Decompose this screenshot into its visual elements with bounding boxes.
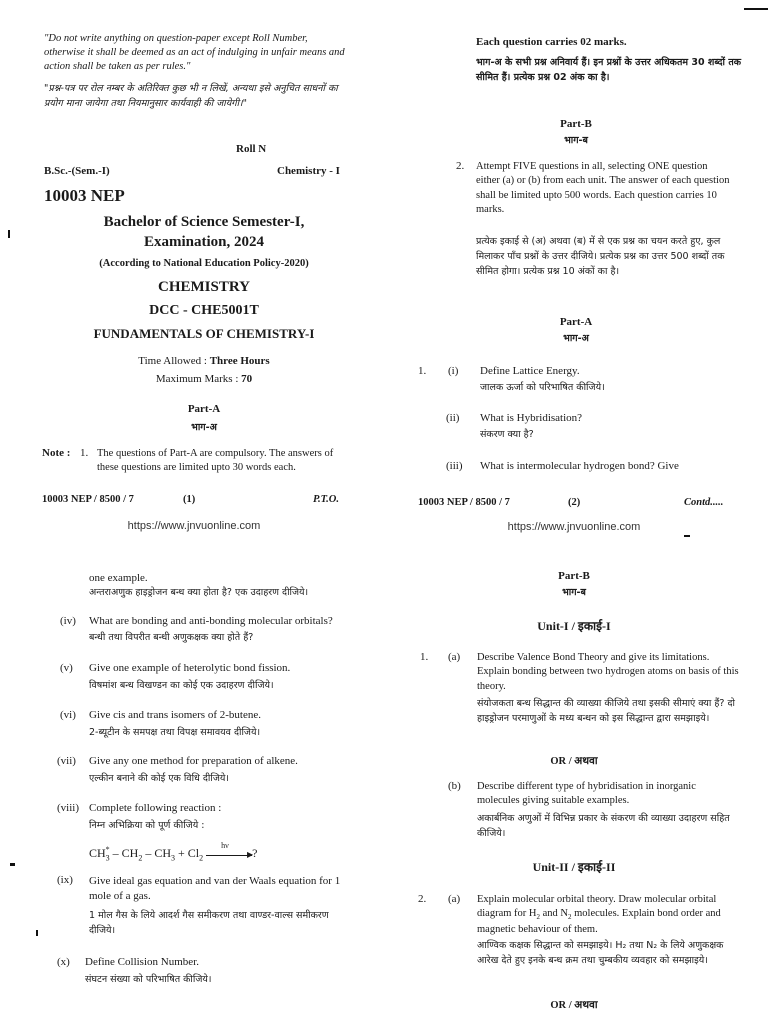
footer-code: 10003 NEP / 8500 / 7 bbox=[418, 497, 510, 508]
question-2a-text-part-1: Explain molecular orbital theory. Draw molecular orbital diagram for H bbox=[477, 894, 717, 920]
question-ii-text-hindi: संकरण क्या है? bbox=[480, 429, 534, 440]
paper-code: 10003 NEP bbox=[44, 186, 125, 205]
reaction-arrow-label: hν bbox=[221, 840, 229, 850]
scan-artifact bbox=[8, 230, 10, 238]
instruction-number: 2. bbox=[456, 160, 465, 172]
instruction-text: Attempt FIVE questions in all, selecting ONE question either (a) or (b) from each unit. The answer of each question shall be limited upto 500 words. Each question carries 10 marks. bbox=[476, 161, 730, 216]
time-allowed bbox=[44, 355, 364, 368]
marks-line: Each question carries 02 marks. bbox=[476, 36, 627, 48]
question-v-text-hindi: विषमांश बन्ध विखण्डन का कोई एक उदाहरण दीजिये। bbox=[89, 680, 274, 691]
question-v-number: (v) bbox=[60, 662, 73, 674]
footer-pto: P.T.O. bbox=[313, 494, 339, 505]
unit-1-heading: Unit-I / इकाई-I bbox=[537, 619, 611, 633]
part-b-heading-hindi: भाग-ब bbox=[562, 587, 586, 598]
marks-line-hindi: भाग-अ के सभी प्रश्न अनिवार्य हैं। इन प्रश्नों के उत्तर अधिकतम 30 शब्दों तक सीमित हैं। प्रत्येक प्रश्न 02 अंक का है। bbox=[476, 57, 742, 84]
question-vi-number: (vi) bbox=[60, 709, 76, 721]
question-1-number: 1. bbox=[420, 651, 429, 663]
question-i-text: Define Lattice Energy. bbox=[480, 365, 580, 377]
question-iii-number: (iii) bbox=[446, 460, 463, 472]
question-2a-text-part-2: and N bbox=[539, 908, 568, 920]
question-2-number: 2. bbox=[418, 893, 427, 905]
question-paper-page-3 bbox=[0, 545, 384, 1024]
question-1b-label: (b) bbox=[448, 780, 461, 792]
question-2a-text-hindi: आण्विक कक्षक सिद्धान्त को समझाइये। H₂ तथा N₂ के लिये अणुकक्षक आरेख देते हुए इनके बन्ध क्रम तथा चुम्बकीय व्यवहार को समझाइये। bbox=[477, 940, 724, 967]
question-2a-label: (a) bbox=[448, 893, 461, 905]
watermark-url: https://www.jnvuonline.com bbox=[507, 521, 641, 533]
question-1a-text: Describe Valence Bond Theory and give its limitations. Explain bonding between two hydrogen atoms on basis of this theory. bbox=[477, 652, 739, 692]
footer-page-number: (1) bbox=[183, 494, 196, 505]
course-code: DCC - CHE5001T bbox=[149, 303, 259, 318]
subject-label: Chemistry - I bbox=[277, 165, 340, 177]
question-x-text-hindi: संघटन संख्या को परिभाषित कीजिये। bbox=[85, 974, 212, 985]
maximum-marks bbox=[44, 373, 364, 386]
part-b-heading: Part-B bbox=[560, 118, 592, 130]
note-text: The questions of Part-A are compulsory. The answers of these questions are limited upto 30 words each. bbox=[97, 448, 334, 474]
question-ix-text-hindi: 1 मोल गैस के लिये आदर्श गैस समीकरण तथा वाण्डर-वाल्स समीकरण दीजिये। bbox=[89, 910, 329, 937]
question-v-text: Give one example of heterolytic bond fission. bbox=[89, 662, 291, 674]
question-2a-text: Explain molecular orbital theory. Draw molecular orbital diagram for $H_2$ and $N_2$ molecules. Explain bond order and magnetic behaviour of them. bbox=[477, 894, 721, 936]
footer-contd: Contd..... bbox=[684, 497, 724, 508]
part-a-heading-hindi: भाग-अ bbox=[191, 422, 217, 433]
question-vii-text-hindi: एल्कीन बनाने की कोई एक विधि दीजिये। bbox=[89, 773, 230, 784]
subject-title: CHEMISTRY bbox=[158, 279, 250, 295]
watermark-url: https://www.jnvuonline.com bbox=[127, 520, 261, 532]
scan-artifact bbox=[744, 8, 768, 10]
question-iv-number: (iv) bbox=[60, 615, 76, 627]
part-a-heading: Part-A bbox=[559, 316, 593, 328]
question-vi-text-hindi: 2-ब्यूटीन के समपक्ष तथा विपक्ष समावयव दीजिये। bbox=[89, 727, 261, 738]
question-x-number: (x) bbox=[57, 956, 70, 968]
question-i-text-hindi: जालक ऊर्जा को परिभाषित कीजिये। bbox=[480, 382, 605, 393]
instruction-text-hindi: प्रत्येक इकाई से (अ) अथवा (ब) में से एक प्रश्न का चयन करते हुए, कुल मिलाकर पाँच प्रश्नों के उत्तर दीजिये। प्रत्येक प्रश्न का उत्तर 500 शब्दों तक सीमित होगा। प्रत्येक प्रश्न 10 अंकों का है। bbox=[476, 236, 725, 278]
degree-title: Bachelor of Science Semester-I, bbox=[103, 214, 305, 230]
question-1b-text-hindi: अकार्बनिक अणुओं में विभिन्न प्रकार के संकरण की व्याख्या उदाहरण सहित कीजिये। bbox=[477, 813, 730, 840]
unit-2-heading: Unit-II / इकाई-II bbox=[532, 860, 616, 874]
note-label: Note : bbox=[42, 447, 71, 459]
paper-title: FUNDAMENTALS OF CHEMISTRY-I bbox=[93, 326, 315, 341]
scan-artifact bbox=[684, 535, 690, 537]
question-paper-page-4 bbox=[384, 545, 768, 1024]
maximum-marks-value: 70 bbox=[241, 373, 253, 385]
footer-page-number: (2) bbox=[568, 497, 581, 508]
course-label: B.Sc.-(Sem.-I) bbox=[44, 165, 110, 177]
policy-note: (According to National Education Policy-2020) bbox=[99, 258, 309, 269]
question-ix-text: Give ideal gas equation and van der Waals equation for 1 mole of a gas. bbox=[89, 875, 341, 902]
notice-english: "Do not write anything on question-paper except Roll Number, otherwise it shall be deemed as an act of indulging in unfair means and action shall be taken as per rules." bbox=[44, 33, 345, 72]
time-allowed-value: Three Hours bbox=[209, 355, 270, 367]
notice-hindi: "प्रश्न-पत्र पर रोल नम्बर के अतिरिक्त कुछ भी न लिखें, अन्यथा इसे अनुचित साधनों का प्रयोग माना जायेगा तथा नियमानुसार कार्यवाही की जायेगी।" bbox=[44, 83, 338, 109]
question-ix-number: (ix) bbox=[57, 874, 73, 886]
footer-code: 10003 NEP / 8500 / 7 bbox=[42, 494, 134, 505]
maximum-marks-label: Maximum Marks : bbox=[155, 373, 242, 385]
part-b-heading: Part-B bbox=[558, 570, 590, 582]
question-ii-text: What is Hybridisation? bbox=[480, 412, 583, 424]
question-iv-text-hindi: बन्धी तथा विपरीत बन्धी अणुकक्षक क्या होते हैं? bbox=[89, 632, 254, 643]
or-divider-1: OR / अथवा bbox=[550, 756, 598, 767]
reaction-product: ? bbox=[252, 846, 258, 860]
note-number: 1. bbox=[80, 447, 89, 459]
question-vii-text: Give any one method for preparation of alkene. bbox=[89, 755, 298, 767]
question-viii-number: (viii) bbox=[57, 802, 79, 814]
question-number: 1. bbox=[418, 365, 427, 377]
question-1b-text: Describe different type of hybridisation in inorganic molecules giving suitable examples. bbox=[477, 781, 696, 807]
examination-year: Examination, 2024 bbox=[143, 234, 264, 250]
question-viii-text-hindi: निम्न अभिक्रिया को पूर्ण कीजिये : bbox=[89, 820, 205, 831]
question-vii-number: (vii) bbox=[57, 755, 76, 767]
question-paper-page-2 bbox=[384, 0, 768, 545]
question-iii-continuation: one example. bbox=[89, 572, 148, 584]
reaction-equation: $CH_3^* - CH_2 - CH_3 + Cl_2$ hν ▶ ? bbox=[89, 840, 258, 863]
or-divider-2: OR / अथवा bbox=[550, 1000, 598, 1011]
question-iv-text: What are bonding and anti-bonding molecular orbitals? bbox=[89, 615, 333, 627]
scan-artifact bbox=[10, 863, 15, 866]
time-allowed-label: Time Allowed : bbox=[138, 355, 210, 367]
reaction-arrow: hν ▶ bbox=[206, 853, 252, 856]
question-vi-text: Give cis and trans isomers of 2-butene. bbox=[89, 709, 261, 721]
scan-artifact bbox=[36, 930, 38, 936]
question-ii-number: (ii) bbox=[446, 412, 460, 424]
question-viii-text: Complete following reaction : bbox=[89, 802, 222, 814]
question-x-text: Define Collision Number. bbox=[85, 956, 199, 968]
part-b-heading-hindi: भाग-ब bbox=[564, 135, 588, 146]
question-1a-text-hindi: संयोजकता बन्ध सिद्धान्त की व्याख्या कीजिये तथा इसकी सीमाएं क्या हैं? दो हाइड्रोजन परमाणुओं के मध्य बन्धन को इस सिद्धान्त द्वारा समझाइये। bbox=[477, 698, 735, 725]
question-i-number: (i) bbox=[448, 365, 459, 377]
question-2a-text-part-3: molecules. Explain bond order and magnetic behaviour of them. bbox=[477, 908, 721, 936]
part-a-heading: Part-A bbox=[187, 403, 221, 415]
question-iii-text: What is intermolecular hydrogen bond? Give bbox=[480, 460, 679, 472]
question-iii-text-hindi: अन्तराअणुक हाइड्रोजन बन्ध क्या होता है? एक उदाहरण दीजिये। bbox=[89, 587, 309, 598]
question-paper-page-1 bbox=[0, 0, 384, 545]
roll-number-label: Roll N bbox=[236, 143, 267, 155]
question-1a-label: (a) bbox=[448, 651, 461, 663]
part-a-heading-hindi: भाग-अ bbox=[563, 333, 589, 344]
